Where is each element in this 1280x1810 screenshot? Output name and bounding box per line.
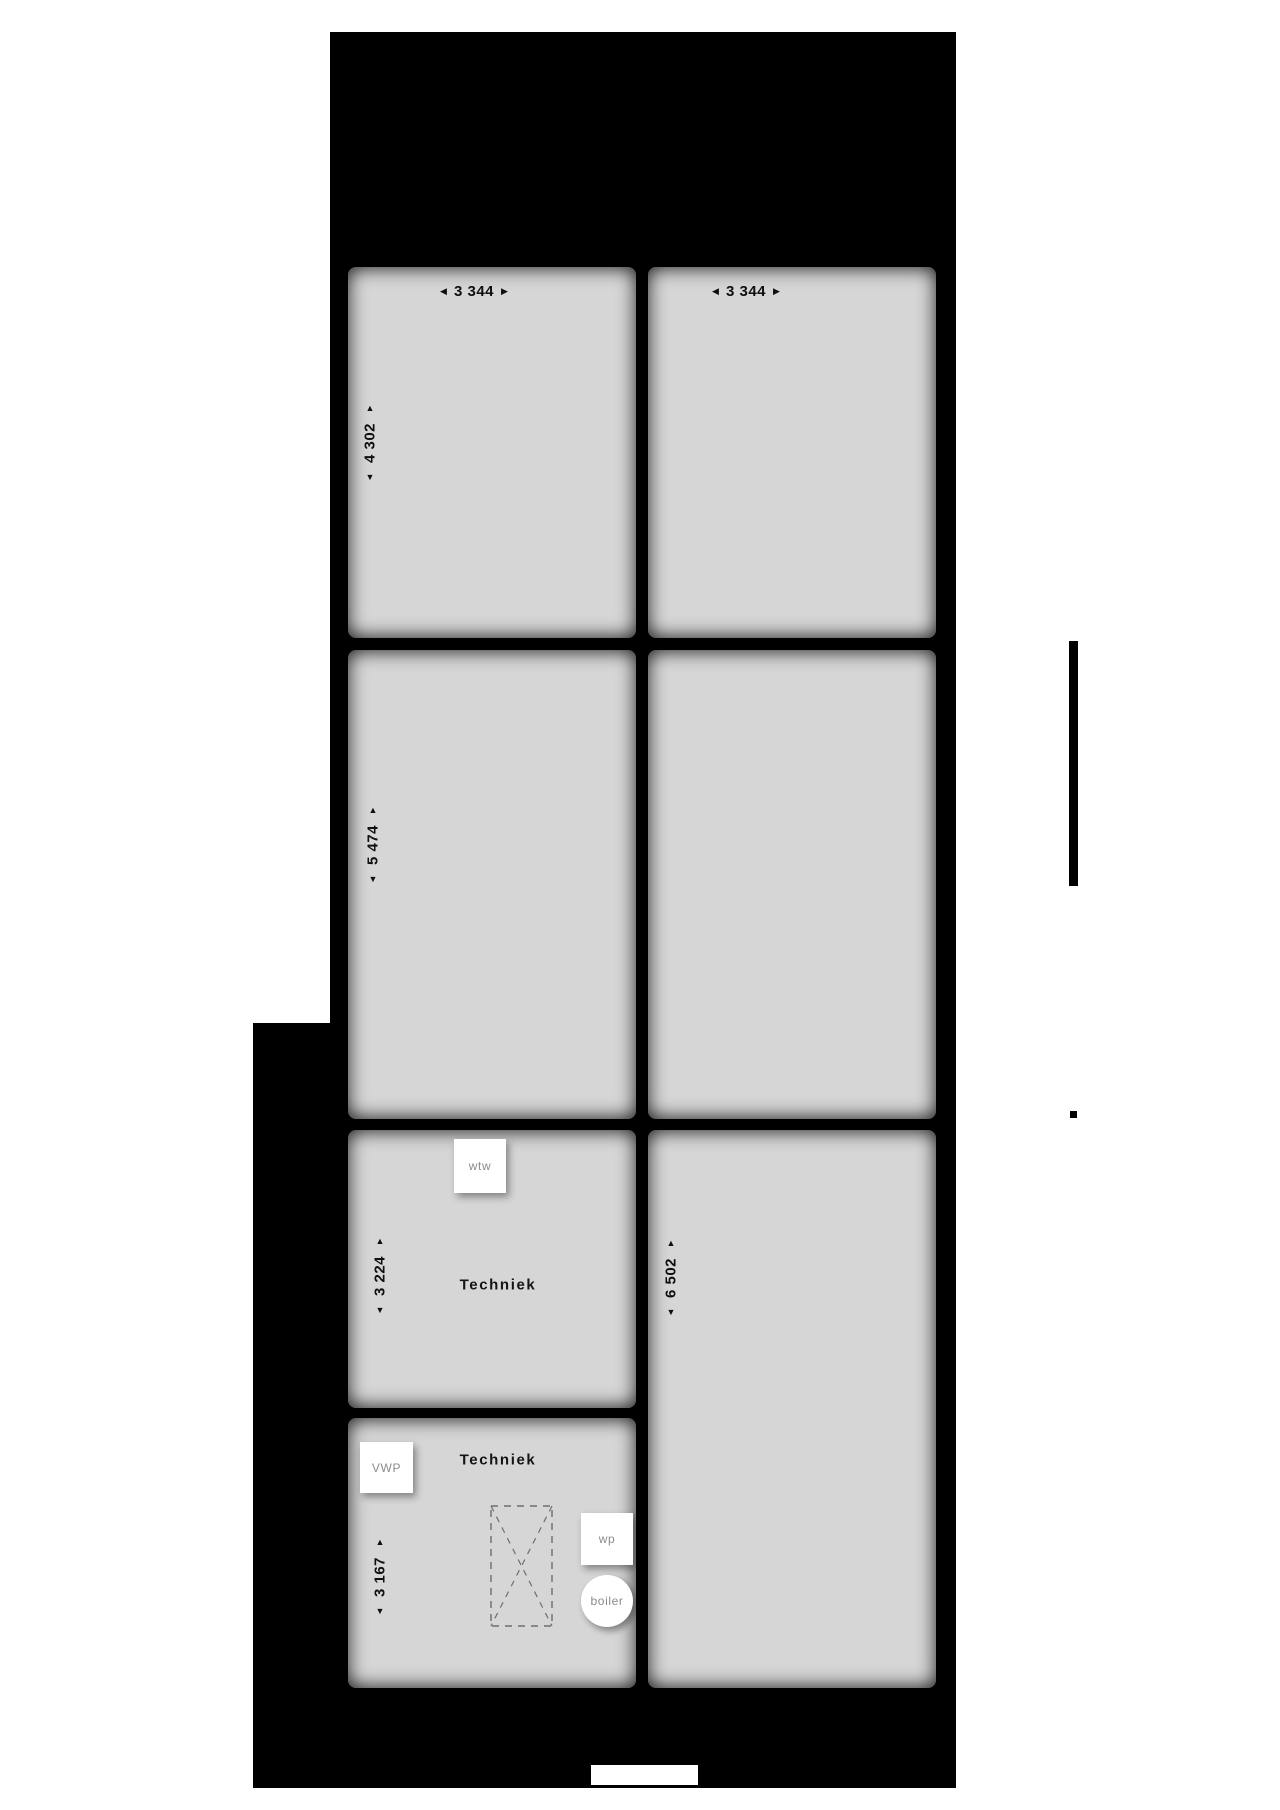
boiler-unit-label: boiler <box>590 1594 624 1608</box>
dim-bottom-right-height <box>657 1239 685 1317</box>
dim-techniek-upper-height <box>366 1237 394 1315</box>
arrow-up-icon: ▲ <box>666 1238 676 1248</box>
arrow-right-icon: ▶ <box>773 286 780 296</box>
dim-label: 3 167 <box>371 1556 389 1598</box>
dim-top-left-width <box>440 283 508 300</box>
room-top-right <box>648 267 936 638</box>
arrow-left-icon: ◀ <box>712 286 719 296</box>
wp-unit-label: wp <box>598 1532 616 1546</box>
room-bottom-right <box>648 1130 936 1688</box>
vwp-unit-label: VWP <box>371 1460 402 1475</box>
building-footprint-lower-left <box>253 1023 330 1788</box>
dim-label: 4 302 <box>361 422 379 464</box>
dim-label: 5 474 <box>364 824 382 866</box>
arrow-down-icon: ▼ <box>375 1305 385 1315</box>
dim-label: 3 224 <box>371 1255 389 1297</box>
reserved-area-dashed-outline <box>490 1505 553 1627</box>
dim-top-left-height <box>356 404 384 482</box>
room-techniek-upper <box>348 1130 636 1408</box>
boiler-unit-circle <box>581 1575 633 1627</box>
dim-top-right-width <box>712 283 780 300</box>
wtw-unit-box <box>454 1139 506 1193</box>
arrow-down-icon: ▼ <box>666 1307 676 1317</box>
dim-label: 3 344 <box>453 283 495 300</box>
arrow-down-icon: ▼ <box>368 874 378 884</box>
room-name-techniek-upper: Techniek <box>459 1276 537 1294</box>
dim-label: 3 344 <box>725 283 767 300</box>
room-middle-right <box>648 650 936 1119</box>
room-middle-left <box>348 650 636 1119</box>
dim-middle-left-height <box>359 806 387 884</box>
wall-segment-line <box>1069 641 1078 886</box>
room-name-techniek-lower: Techniek <box>459 1451 537 1469</box>
arrow-up-icon: ▲ <box>368 805 378 815</box>
arrow-down-icon: ▼ <box>375 1606 385 1616</box>
arrow-up-icon: ▲ <box>375 1537 385 1547</box>
arrow-right-icon: ▶ <box>501 286 508 296</box>
arrow-down-icon: ▼ <box>365 472 375 482</box>
arrow-up-icon: ▲ <box>375 1236 385 1246</box>
dim-label: 6 502 <box>662 1257 680 1299</box>
arrow-left-icon: ◀ <box>440 286 447 296</box>
wtw-unit-label: wtw <box>468 1159 492 1173</box>
dim-techniek-lower-height <box>366 1538 394 1616</box>
vwp-unit-box <box>360 1442 413 1493</box>
small-square-marker <box>1070 1111 1077 1118</box>
wp-unit-box <box>581 1513 633 1565</box>
room-top-left <box>348 267 636 638</box>
door-opening <box>591 1765 698 1785</box>
arrow-up-icon: ▲ <box>365 403 375 413</box>
room-techniek-lower <box>348 1418 636 1688</box>
